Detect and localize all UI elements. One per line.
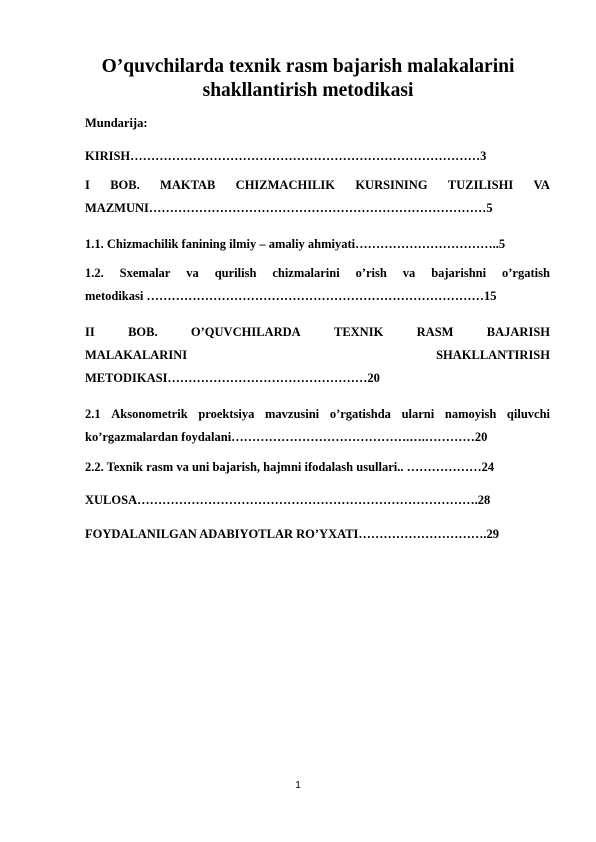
toc-heading: Mundarija: — [85, 116, 148, 130]
toc-entry-1-2-line-2: metodikasi ………………………………………………………………………15 — [85, 289, 497, 303]
toc-entry-bob-2-line-3: METODIKASI…………………………………………20 — [85, 371, 380, 385]
toc-entry-kirish-text: KIRISH…………………………………………………………………………3 — [85, 149, 487, 163]
document-title — [60, 55, 556, 103]
toc-word: MAKTAB — [160, 178, 216, 192]
toc-entry-bob-1 — [85, 174, 550, 220]
toc-word: namoyish — [444, 407, 497, 421]
toc-entry-bob-2-line-2 — [85, 344, 550, 367]
toc-word: chizmalarini — [272, 266, 340, 280]
toc-entry-2-1 — [85, 403, 550, 449]
toc-entry-2-2 — [85, 456, 550, 479]
document-title-line-2: shakllantirish metodikasi — [202, 80, 414, 101]
toc-entry-2-1-line-2: ko’rgazmalardan foydalani…………………………………….….…………20 — [85, 430, 488, 444]
toc-entry-2-1-line-1 — [85, 403, 550, 426]
toc-word: qurilish — [214, 266, 257, 280]
toc-word: va — [402, 266, 416, 280]
toc-entry-xulosa-text: XULOSA……………………………………………………………………….28 — [85, 493, 491, 507]
toc-word: MALAKALARINI — [85, 348, 188, 362]
toc-entry-bob-2-line-1 — [85, 321, 550, 344]
toc-word: I — [85, 178, 90, 192]
toc-word: 2.1 — [85, 407, 101, 421]
toc-word: BOB. — [110, 178, 140, 192]
toc-word: o’rgatishda — [329, 407, 391, 421]
toc-word: va — [186, 266, 199, 280]
toc-word: Aksonometrik — [111, 407, 188, 421]
toc-word: o’rgatish — [502, 266, 550, 280]
toc-entry-bob-1-line-1 — [85, 174, 550, 197]
toc-word: II — [85, 325, 95, 339]
toc-entry-1-2-line-1 — [85, 262, 550, 285]
toc-word: mavzusini — [264, 407, 320, 421]
document-title-line-1: O’quvchilarda texnik rasm bajarish malakalarini — [101, 56, 515, 77]
toc-word: TEXNIK — [333, 325, 384, 339]
toc-entry-1-1 — [85, 233, 550, 256]
toc-word: BOB. — [128, 325, 158, 339]
toc-word: VA — [533, 178, 550, 192]
toc-word: O’QUVCHILARDA — [190, 325, 301, 339]
toc-word: ularni — [401, 407, 435, 421]
page-number: 1 — [295, 780, 301, 791]
toc-word: KURSINING — [355, 178, 428, 192]
toc-word: bajarishni — [431, 266, 487, 280]
toc-word: BAJARISH — [486, 325, 550, 339]
toc-entry-bob-2 — [85, 321, 550, 390]
toc-word: o’rish — [355, 266, 387, 280]
toc-word: SHAKLLANTIRISH — [436, 348, 550, 362]
toc-entry-adabiyotlar-text: FOYDALANILGAN ADABIYOTLAR RO’YXATI………………………….29 — [85, 527, 500, 541]
toc-word: 1.2. — [85, 266, 104, 280]
toc-word: proektsiya — [198, 407, 255, 421]
toc-entry-2-2-text: 2.2. Texnik rasm va uni bajarish, hajmni ifodalash usullari.. ………………24 — [85, 460, 495, 474]
toc-entry-bob-1-line-2: MAZMUNI………………………………………………………………………5 — [85, 201, 493, 215]
toc-word: Sxemalar — [119, 266, 171, 280]
toc-word: CHIZMACHILIK — [235, 178, 335, 192]
toc-word: TUZILISHI — [447, 178, 514, 192]
toc-word: qiluvchi — [506, 407, 550, 421]
toc-entry-kirish — [85, 145, 550, 168]
toc-entry-adabiyotlar — [85, 523, 550, 546]
toc-entry-xulosa — [85, 489, 550, 512]
toc-entry-1-1-text: 1.1. Chizmachilik fanining ilmiy – amaliy ahmiyati……………………………..5 — [85, 237, 506, 251]
toc-entry-1-2 — [85, 262, 550, 308]
toc-word: RASM — [416, 325, 454, 339]
